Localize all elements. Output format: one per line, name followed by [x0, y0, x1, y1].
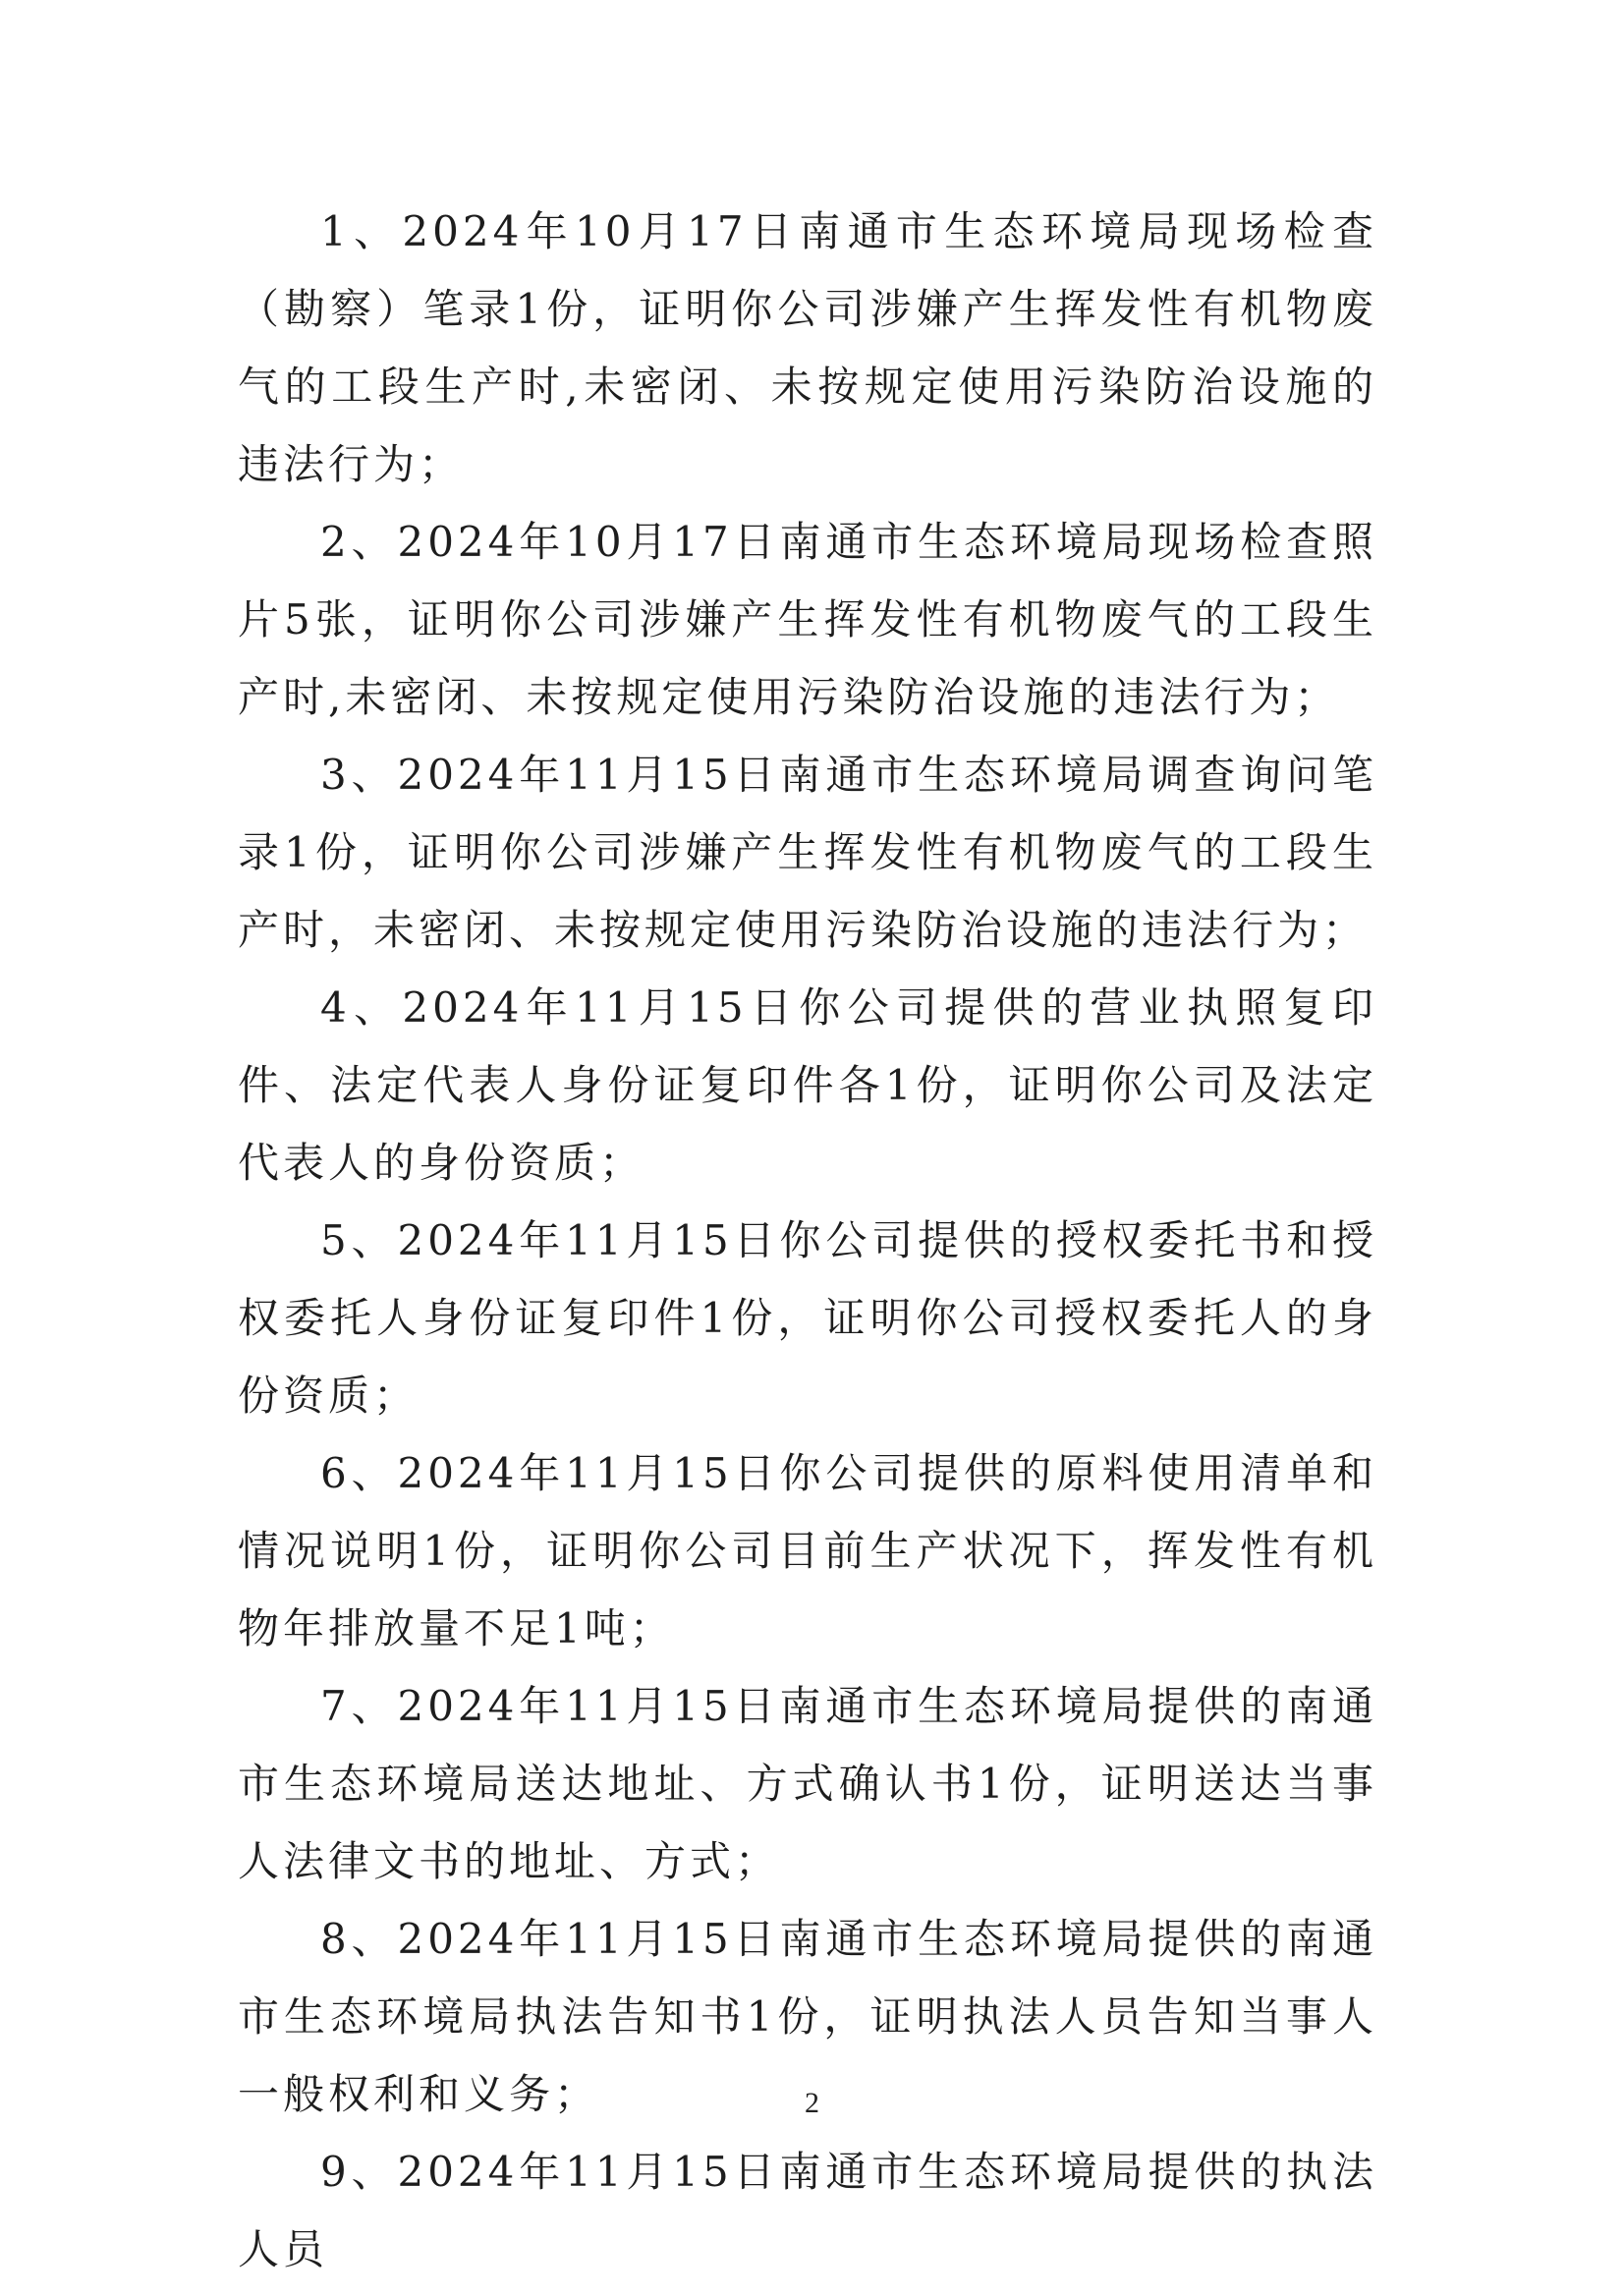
page-number: 2 — [805, 2087, 819, 2119]
evidence-list — [238, 193, 1377, 2288]
evidence-item-5: 5、2024年11月15日你公司提供的授权委托书和授权委托人身份证复印件1份，证明你公司授权委托人的身份资质； — [238, 1216, 1377, 1420]
evidence-item-1: 1、2024年10月17日南通市生态环境局现场检查（勘察）笔录1份，证明你公司涉嫌产生挥发性有机物废气的工段生产时,未密闭、未按规定使用污染防治设施的违法行为； — [238, 207, 1377, 488]
evidence-item-9: 9、2024年11月15日南通市生态环境局提供的执法人员 — [238, 2148, 1377, 2273]
evidence-item-7: 7、2024年11月15日南通市生态环境局提供的南通市生态环境局送达地址、方式确认书1份，证明送达当事人法律文书的地址、方式； — [238, 1682, 1377, 1885]
evidence-item-8: 8、2024年11月15日南通市生态环境局提供的南通市生态环境局执法告知书1份，证明执法人员告知当事人一般权利和义务； — [238, 1915, 1377, 2118]
evidence-item-6: 6、2024年11月15日你公司提供的原料使用清单和情况说明1份，证明你公司目前生产状况下，挥发性有机物年排放量不足1吨； — [238, 1449, 1377, 1652]
evidence-item-3: 3、2024年11月15日南通市生态环境局调查询问笔录1份，证明你公司涉嫌产生挥发性有机物废气的工段生产时，未密闭、未按规定使用污染防治设施的违法行为； — [238, 751, 1377, 954]
evidence-item-4: 4、2024年11月15日你公司提供的营业执照复印件、法定代表人身份证复印件各1份，证明你公司及法定代表人的身份资质； — [238, 983, 1377, 1187]
evidence-item-2: 2、2024年10月17日南通市生态环境局现场检查照片5张，证明你公司涉嫌产生挥发性有机物废气的工段生产时,未密闭、未按规定使用污染防治设施的违法行为； — [238, 518, 1377, 721]
